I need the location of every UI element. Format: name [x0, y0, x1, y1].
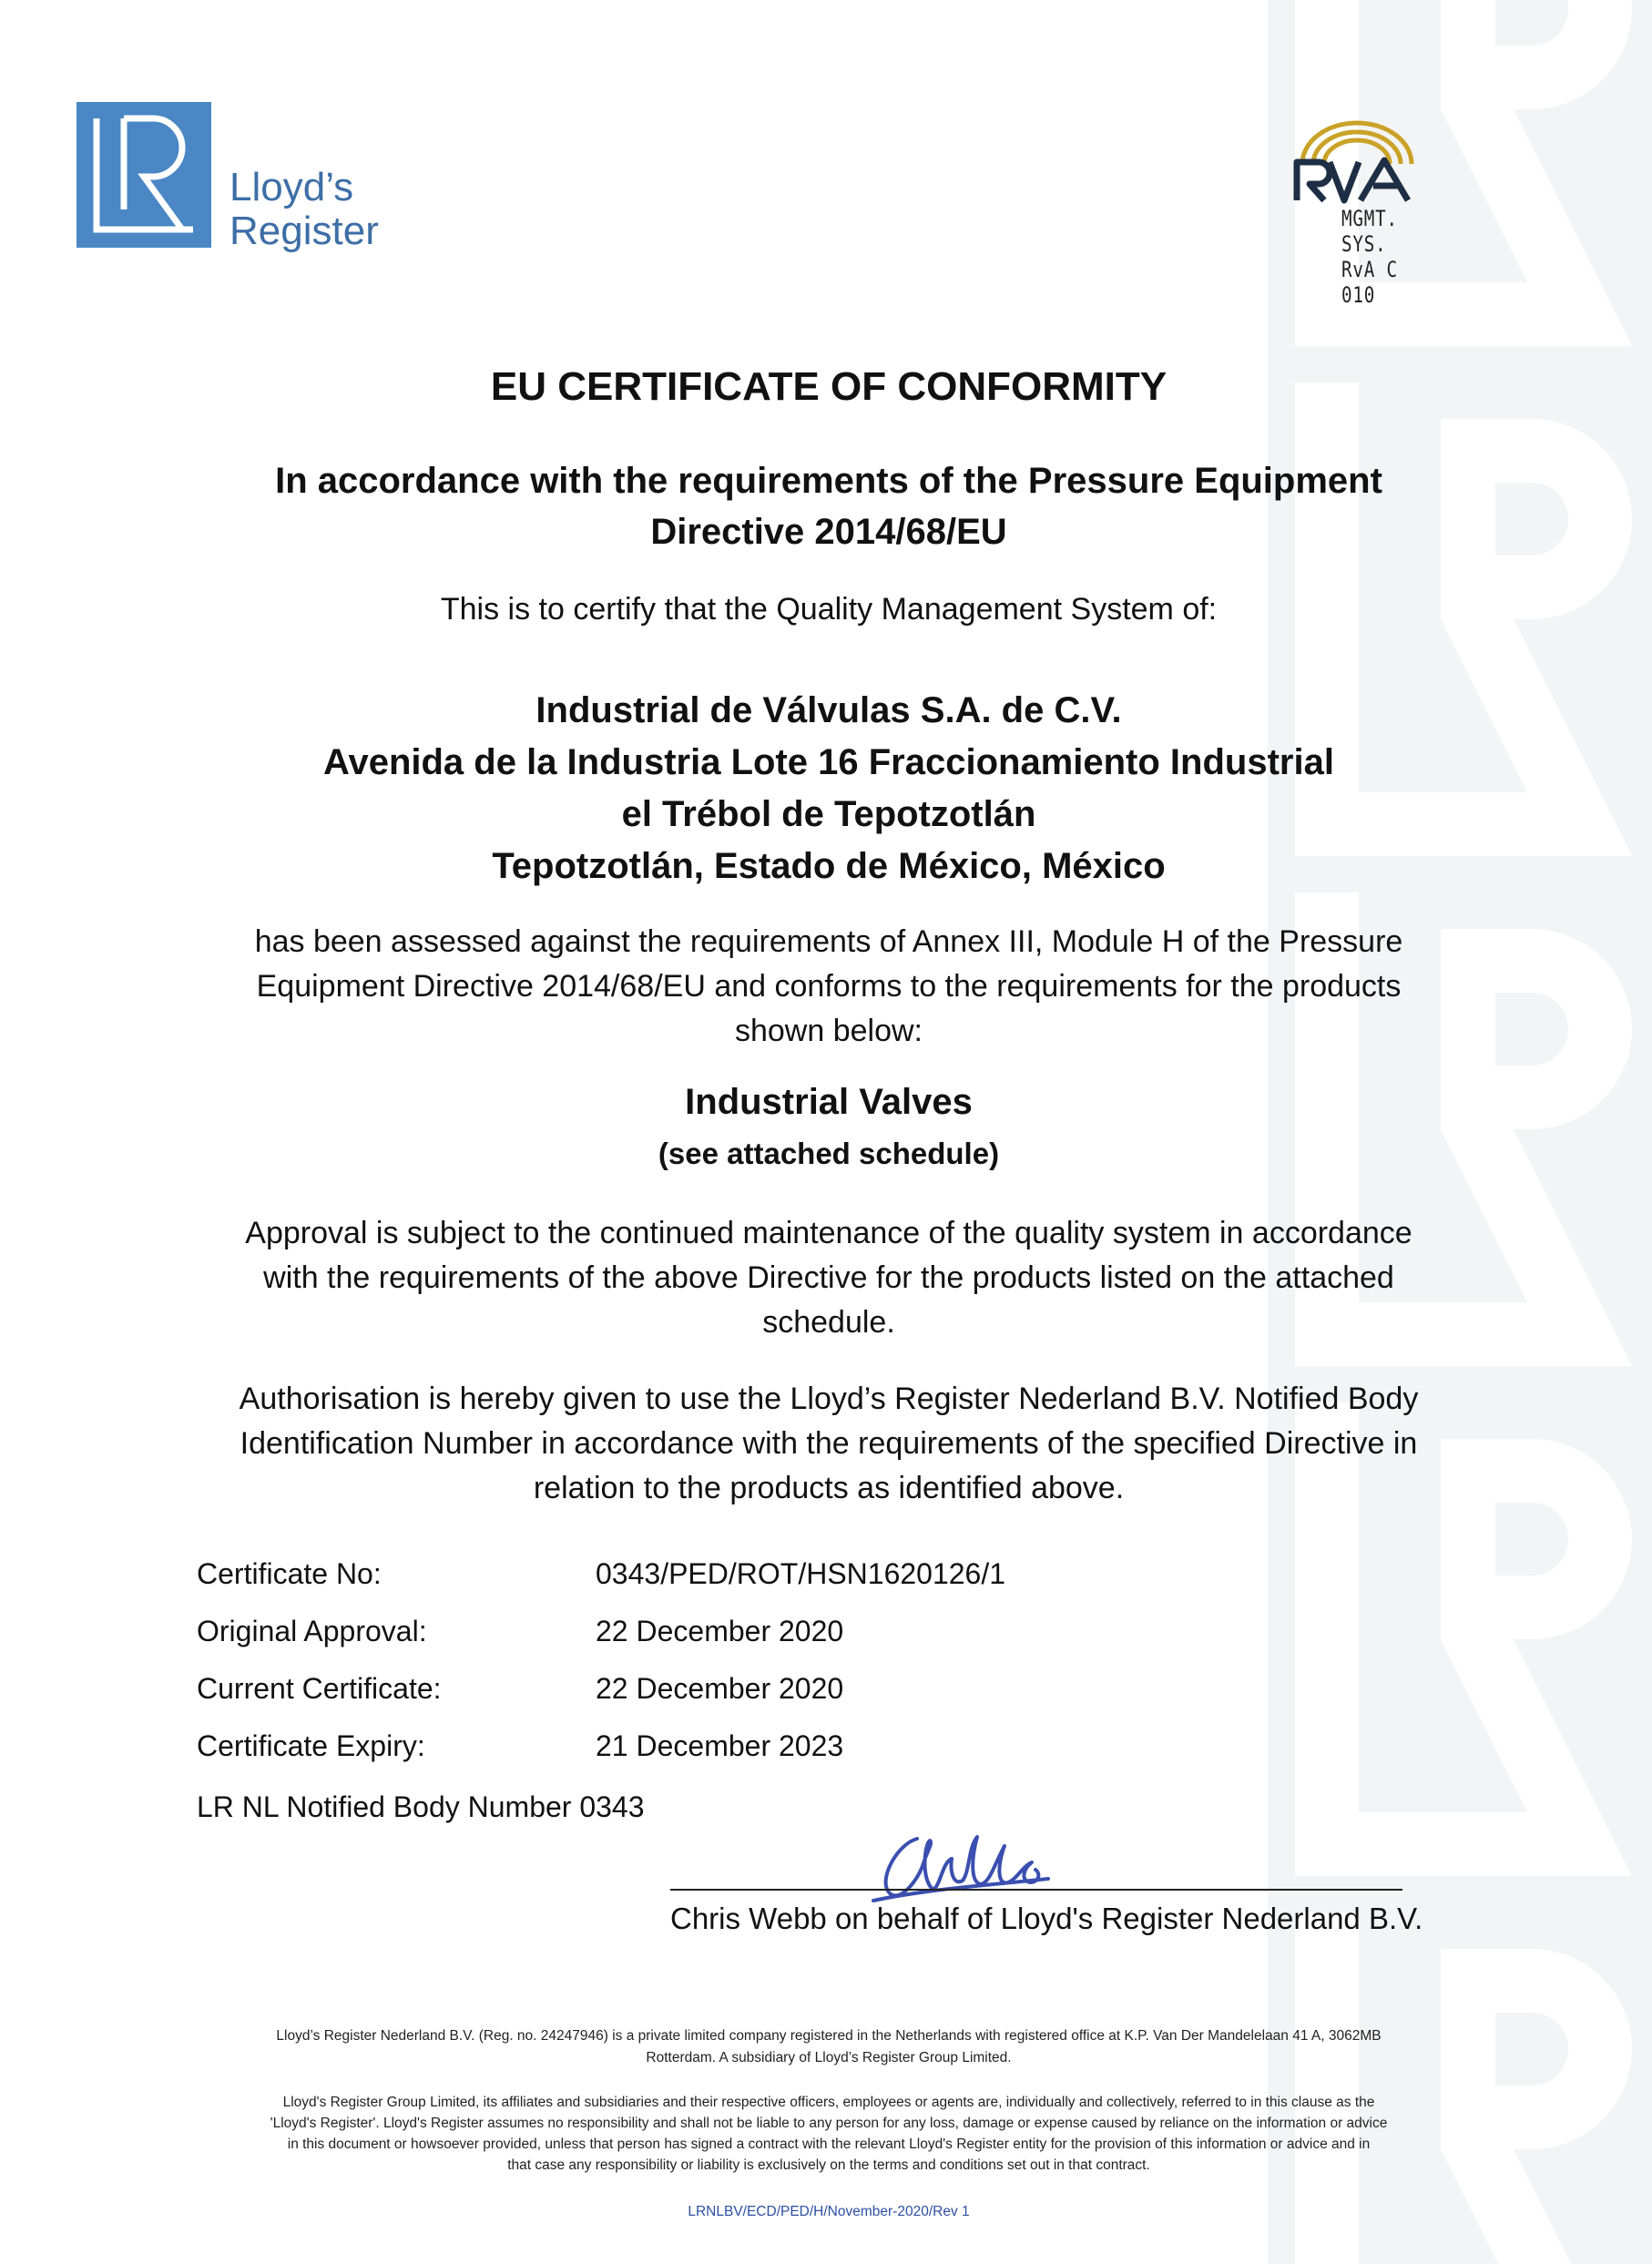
- notified-body-number: LR NL Notified Body Number 0343: [197, 1790, 645, 1823]
- current-certificate-date: 22 December 2020: [596, 1672, 844, 1705]
- authorisation-paragraph: [164, 1377, 1494, 1511]
- certificate-number: 0343/PED/ROT/HSN1620126/1: [596, 1557, 1006, 1590]
- rva-mark-icon: [1284, 109, 1457, 209]
- lr-logo-text: [229, 166, 379, 253]
- authorisation-line: Authorisation is hereby given to use the Lloyd’s Register Nederland B.V. Notified Body: [239, 1382, 1419, 1416]
- approval-paragraph: [164, 1211, 1494, 1345]
- footer-registration-line: Lloyd’s Register Nederland B.V. (Reg. no. 24247946) is a private limited company registered in the Netherlands with registered office at K.P. Van Der Mandelelaan 41 A, 3062MB: [276, 2028, 1382, 2044]
- footer-disclaimer: [182, 2092, 1475, 2176]
- company-address: [164, 685, 1494, 892]
- signature-line: [670, 1889, 1402, 1891]
- assessment-paragraph: [164, 920, 1494, 1054]
- approval-line: schedule.: [762, 1305, 895, 1340]
- assessment-line: Equipment Directive 2014/68/EU and conforms to the requirements for the products: [256, 969, 1402, 1004]
- detail-label: Certificate Expiry:: [197, 1729, 425, 1762]
- company-address-line2: el Trébol de Tepotzotlán: [621, 794, 1036, 834]
- footer-registration: [182, 2025, 1475, 2069]
- signature-icon: [870, 1826, 1052, 1908]
- footer-registration-line: Rotterdam. A subsidiary of Lloyd’s Register Group Limited.: [646, 2050, 1012, 2065]
- certify-intro: This is to certify that the Quality Management System of:: [440, 592, 1218, 627]
- lr-logo-text-line1: Lloyd’s: [229, 165, 354, 209]
- rva-line2: RvA C 010: [1341, 257, 1398, 308]
- form-reference: LRNLBV/ECD/PED/H/November-2020/Rev 1: [688, 2204, 970, 2219]
- subtitle-line2: Directive 2014/68/EU: [650, 512, 1007, 552]
- original-approval-date: 22 December 2020: [596, 1615, 844, 1647]
- company-address-line1: Avenida de la Industria Lote 16 Fraccionamiento Industrial: [323, 742, 1334, 782]
- product-name: Industrial Valves: [685, 1082, 973, 1122]
- signature-caption: Chris Webb on behalf of Lloyd's Register Nederland B.V.: [670, 1902, 1423, 1935]
- rva-accreditation-text: [1341, 206, 1429, 308]
- assessment-line: has been assessed against the requirements of Annex III, Module H of the Pressure: [254, 924, 1403, 959]
- lloyds-register-logo: [76, 102, 386, 261]
- footer-disclaimer-line: 'Lloyd's Register'. Lloyd's Register assumes no responsibility and shall not be liable to any person for any loss, damage or expense caused by reliance on the information or advice: [270, 2116, 1388, 2131]
- certificate-subtitle: [164, 455, 1494, 557]
- footer-disclaimer-line: in this document or howsoever provided, unless that person has signed a contract with the relevant Lloyd's Register entity for the provision of this information or advice and in: [287, 2137, 1371, 2152]
- footer-disclaimer-line: that case any responsibility or liability is exclusively on the terms and conditions set out in that contract.: [507, 2157, 1150, 2173]
- detail-label: Current Certificate:: [197, 1672, 442, 1705]
- detail-label: Original Approval:: [197, 1615, 427, 1647]
- assessment-line: shown below:: [734, 1014, 923, 1048]
- lr-logo-icon: [76, 102, 211, 248]
- rva-line1: MGMT. SYS.: [1341, 206, 1398, 257]
- detail-label: Certificate No:: [197, 1557, 382, 1590]
- authorisation-line: relation to the products as identified above.: [533, 1471, 1125, 1505]
- lr-logo-text-line2: Register: [229, 209, 379, 253]
- certificate-title: EU CERTIFICATE OF CONFORMITY: [490, 364, 1168, 409]
- handwritten-signature: [870, 1826, 1052, 1908]
- footer-disclaimer-line: Lloyd's Register Group Limited, its affiliates and subsidiaries and their respective officers, employees or agents are, individually and collectively, referred to in this clause as the: [282, 2095, 1375, 2110]
- company-name: Industrial de Válvulas S.A. de C.V.: [535, 690, 1122, 730]
- authorisation-line: Identification Number in accordance with the requirements of the specified Directive in: [240, 1426, 1418, 1461]
- subtitle-line1: In accordance with the requirements of the Pressure Equipment: [275, 461, 1382, 501]
- certificate-expiry-date: 21 December 2023: [596, 1729, 844, 1762]
- company-address-line3: Tepotzotlán, Estado de México, México: [492, 846, 1166, 886]
- approval-line: with the requirements of the above Directive for the products listed on the attached: [263, 1260, 1394, 1295]
- approval-line: Approval is subject to the continued maintenance of the quality system in accordance: [245, 1216, 1412, 1250]
- schedule-note: (see attached schedule): [658, 1137, 1000, 1170]
